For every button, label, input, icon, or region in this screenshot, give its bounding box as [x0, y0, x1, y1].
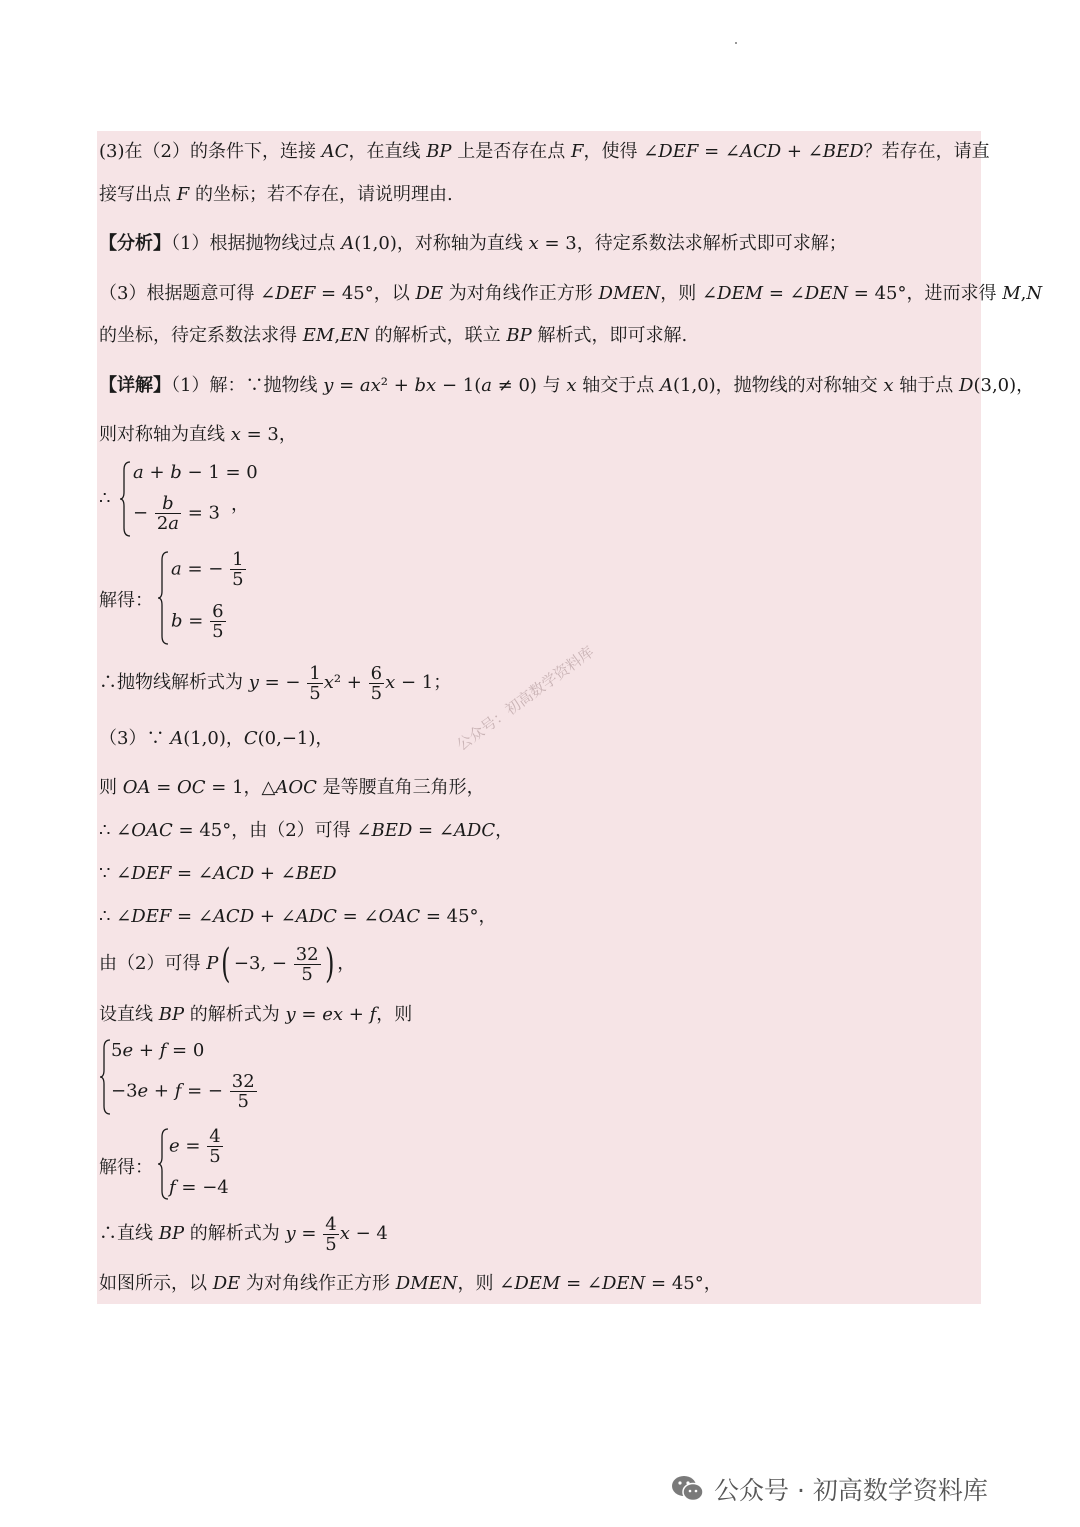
- analysis-line: 【分析】（1）根据抛物线过点 A(1,0)，对称轴为直线 x = 3，待定系数法求解析式即可求解；: [99, 233, 847, 254]
- footer: [670, 1471, 988, 1507]
- sol1-a: a = − $\frac{1}{5}$: [171, 549, 244, 590]
- therefore-line: ∴ ∠DEF = ∠ACD + ∠ADC = ∠OAC = 45°，: [99, 906, 497, 927]
- p-coord-line: 由（2）可得 P( −3, − $\frac{32}{5}$ ) ，: [99, 941, 356, 987]
- solution-system-2: [99, 1127, 299, 1201]
- sys1-eq1: a + b − 1 = 0: [133, 462, 258, 483]
- last-line: 如图所示，以 DE 为对角线作正方形 DMEN，则 ∠DEM = ∠DEN = 45°，: [99, 1273, 722, 1294]
- solve-label: 解得：: [99, 1157, 153, 1178]
- ink-dot: [735, 42, 737, 44]
- oa-oc-line: 则 OA = OC = 1，△AOC 是等腰直角三角形，: [99, 777, 485, 798]
- sys2-eq1: 5e + f = 0: [111, 1040, 205, 1061]
- oac-line: ∴ ∠OAC = 45°，由（2）可得 ∠BED = ∠ADC，: [99, 820, 514, 841]
- equation-system-1: ∴ a + b − 1 = 0 − $\frac{b}{2a}$ = 3 ，: [99, 460, 299, 538]
- question-3-line-2: 接写出点 F 的坐标；若不存在，请说明理由.: [99, 184, 453, 205]
- bp-set-line: 设直线 BP 的解析式为 y = ex + f，则: [99, 1004, 413, 1025]
- solve-label: 解得：: [99, 590, 153, 611]
- sys1-eq2: − $\frac{b}{2a}$ = 3: [133, 493, 220, 534]
- axis-line: 则对称轴为直线 x = 3，: [99, 424, 297, 445]
- part3-start: （3）∵ A(1,0)，C(0,−1)，: [99, 728, 334, 749]
- analysis-3-line-1: （3）根据题意可得 ∠DEF = 45°，以 DE 为对角线作正方形 DMEN，则 ∠DEM = ∠DEN = 45°，进而求得 M,N: [99, 283, 1043, 304]
- sys2-eq2: −3e + f = − $\frac{32}{5}$: [111, 1071, 255, 1112]
- bp-result-line: ∴直线 BP 的解析式为 y = $\frac{4}{5}$ x − 4: [99, 1213, 388, 1255]
- solution-system-1: [99, 550, 299, 646]
- since-line: ∵ ∠DEF = ∠ACD + ∠BED: [99, 863, 337, 884]
- equation-system-2: [99, 1038, 319, 1116]
- footer-text: 公众号 · 初高数学资料库: [714, 1476, 988, 1505]
- wechat-icon: [670, 1474, 706, 1504]
- sol1-b: b = $\frac{6}{5}$: [171, 601, 224, 642]
- sol2-e: e = $\frac{4}{5}$: [169, 1126, 221, 1167]
- sol2-f: f = −4: [169, 1177, 229, 1198]
- analysis-3-line-2: 的坐标，待定系数法求得 EM,EN 的解析式，联立 BP 解析式，即可求解.: [99, 325, 688, 346]
- detail-line-1: 【详解】（1）解：∵抛物线 y = ax² + bx − 1(a ≠ 0) 与 x 轴交于点 A(1,0)，抛物线的对称轴交 x 轴于点 D(3,0)，: [99, 375, 1035, 396]
- brace-icon: [99, 1038, 111, 1116]
- watermark: 公众号：初高数学资料库: [453, 642, 598, 755]
- parabola-line: ∴抛物线解析式为 y = − $\frac{1}{5}$ x² + $\frac{6}{5}$ x − 1；: [99, 662, 452, 704]
- question-3-line-1: (3)在（2）的条件下，连接 AC，在直线 BP 上是否存在点 F，使得 ∠DEF = ∠ACD + ∠BED？若存在，请直: [99, 141, 990, 162]
- brace-icon: [157, 550, 169, 646]
- therefore-symbol: ∴: [99, 488, 111, 509]
- brace-icon: [157, 1127, 169, 1201]
- brace-icon: [119, 460, 131, 538]
